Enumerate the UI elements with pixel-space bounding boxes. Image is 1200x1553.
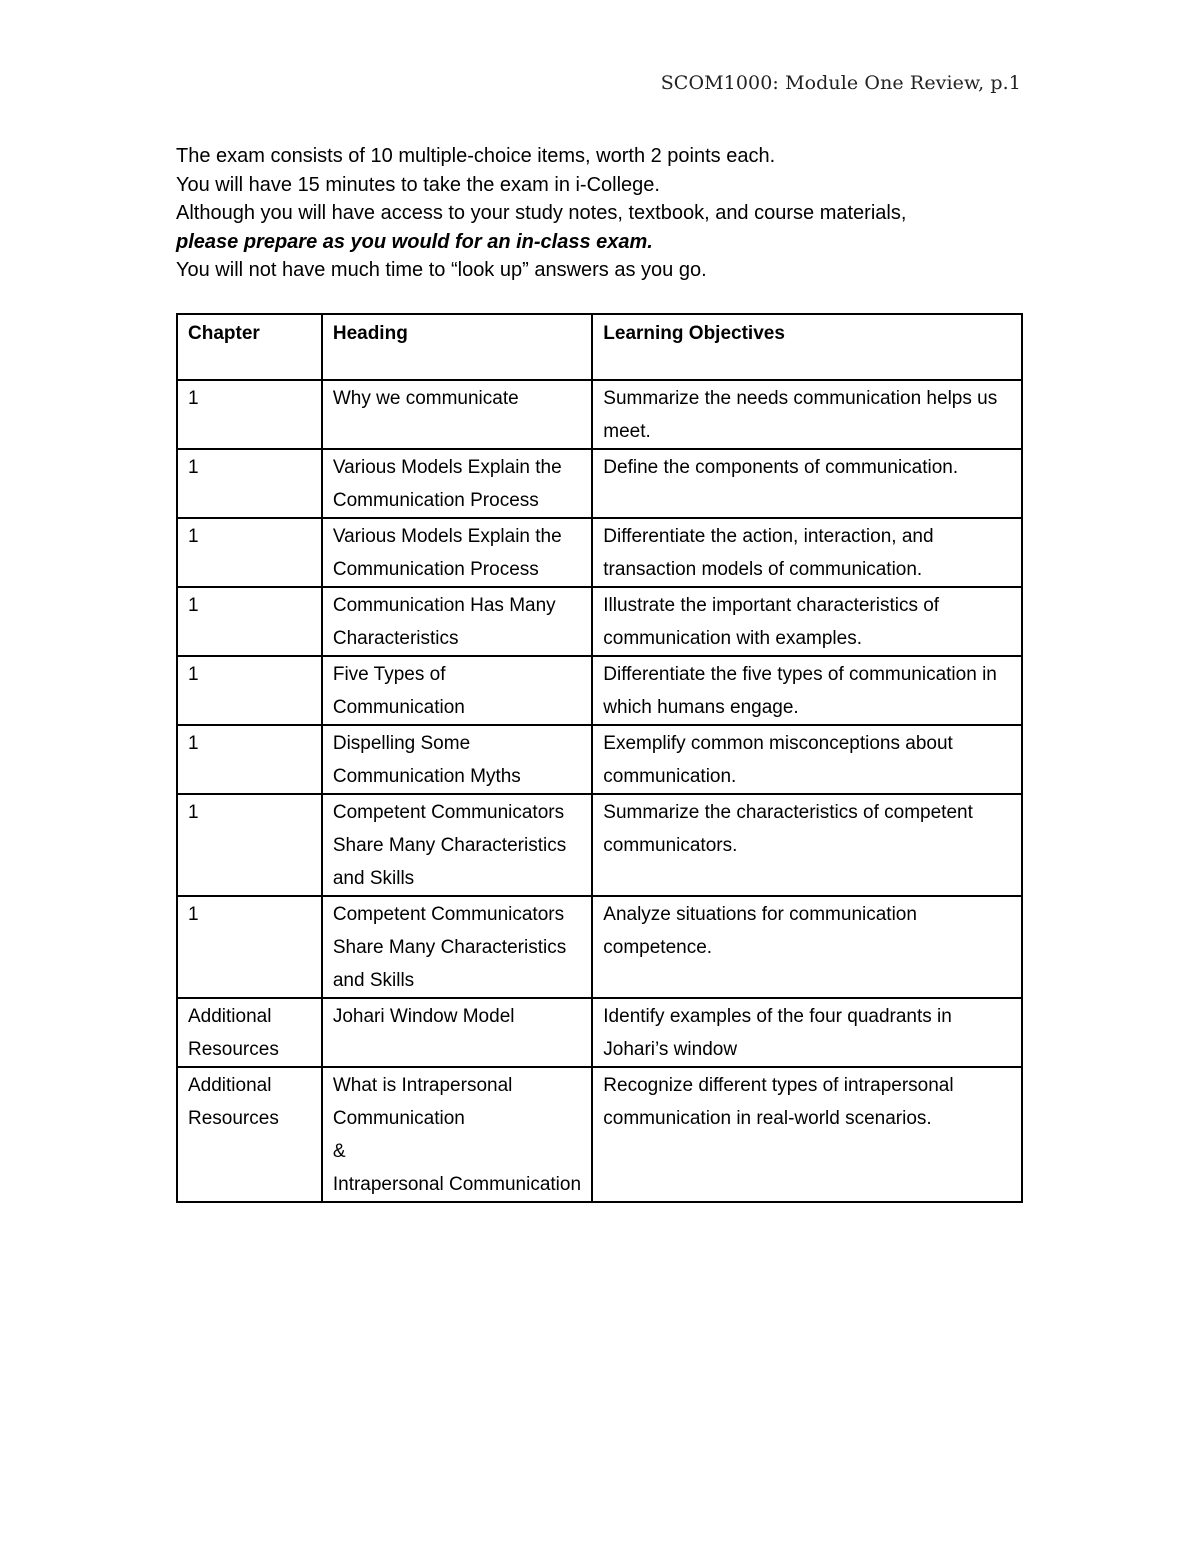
heading-cell: Communication Has Many Characteristics [322, 587, 592, 656]
table-row [177, 656, 1022, 725]
table-row [177, 794, 1022, 896]
chapter-cell: 1 [177, 449, 322, 518]
chapter-cell: Additional Resources [177, 1067, 322, 1202]
heading-cell: Competent Communicators Share Many Characteristics and Skills [322, 896, 592, 998]
chapter-cell: 1 [177, 794, 322, 896]
objective-cell: Analyze situations for communication competence. [592, 896, 1022, 998]
objective-cell: Define the components of communication. [592, 449, 1022, 518]
chapter-cell: 1 [177, 518, 322, 587]
table-row [177, 449, 1022, 518]
table-header-row [177, 314, 1022, 380]
objective-cell: Summarize the characteristics of competent communicators. [592, 794, 1022, 896]
chapter-cell: Additional Resources [177, 998, 322, 1067]
objective-cell: Identify examples of the four quadrants in Johari’s window [592, 998, 1022, 1067]
objective-cell: Exemplify common misconceptions about communication. [592, 725, 1022, 794]
heading-cell: Various Models Explain the Communication Process [322, 518, 592, 587]
column-header-heading: Heading [322, 314, 592, 380]
heading-cell: Dispelling Some Communication Myths [322, 725, 592, 794]
heading-line: Intrapersonal Communication [332, 1174, 582, 1195]
instruction-line-prepare: please prepare as you would for an in-class exam. [176, 230, 653, 253]
objective-cell: Illustrate the important characteristics of communication with examples. [592, 587, 1022, 656]
heading-cell: Competent Communicators Share Many Characteristics and Skills [322, 794, 592, 896]
chapter-cell: 1 [177, 896, 322, 998]
heading-cell: Various Models Explain the Communication Process [322, 449, 592, 518]
instruction-line-lookup: You will not have much time to “look up” answers as you go. [176, 259, 707, 281]
table-row [177, 998, 1022, 1067]
exam-instructions [176, 142, 1036, 285]
chapter-cell: 1 [177, 587, 322, 656]
objective-cell: Summarize the needs communication helps us meet. [592, 380, 1022, 449]
table-row [177, 725, 1022, 794]
heading-cell: Johari Window Model [322, 998, 592, 1067]
column-header-chapter: Chapter [177, 314, 322, 380]
chapter-cell: 1 [177, 725, 322, 794]
heading-line: & [332, 1141, 346, 1162]
table-row [177, 587, 1022, 656]
table-row [177, 518, 1022, 587]
table-row [177, 896, 1022, 998]
objective-cell: Recognize different types of intrapersonal communication in real-world scenarios. [592, 1067, 1022, 1202]
instruction-line-time: You will have 15 minutes to take the exam in i-College. [176, 173, 660, 196]
heading-cell [322, 1067, 592, 1202]
instruction-line-items: The exam consists of 10 multiple-choice items, worth 2 points each. [176, 145, 776, 167]
page-running-header: SCOM1000: Module One Review, p.1 [660, 72, 1021, 94]
instruction-line-access: Although you will have access to your study notes, textbook, and course materials, [176, 202, 907, 224]
objective-cell: Differentiate the five types of communication in which humans engage. [592, 656, 1022, 725]
heading-cell: Why we communicate [322, 380, 592, 449]
objective-cell: Differentiate the action, interaction, and transaction models of communication. [592, 518, 1022, 587]
heading-line: What is Intrapersonal Communication [332, 1075, 513, 1129]
table-row [177, 1067, 1022, 1202]
learning-objectives-table [176, 313, 1023, 1203]
chapter-cell: 1 [177, 380, 322, 449]
heading-cell: Five Types of Communication [322, 656, 592, 725]
column-header-objectives: Learning Objectives [592, 314, 1022, 380]
chapter-cell: 1 [177, 656, 322, 725]
table-row [177, 380, 1022, 449]
